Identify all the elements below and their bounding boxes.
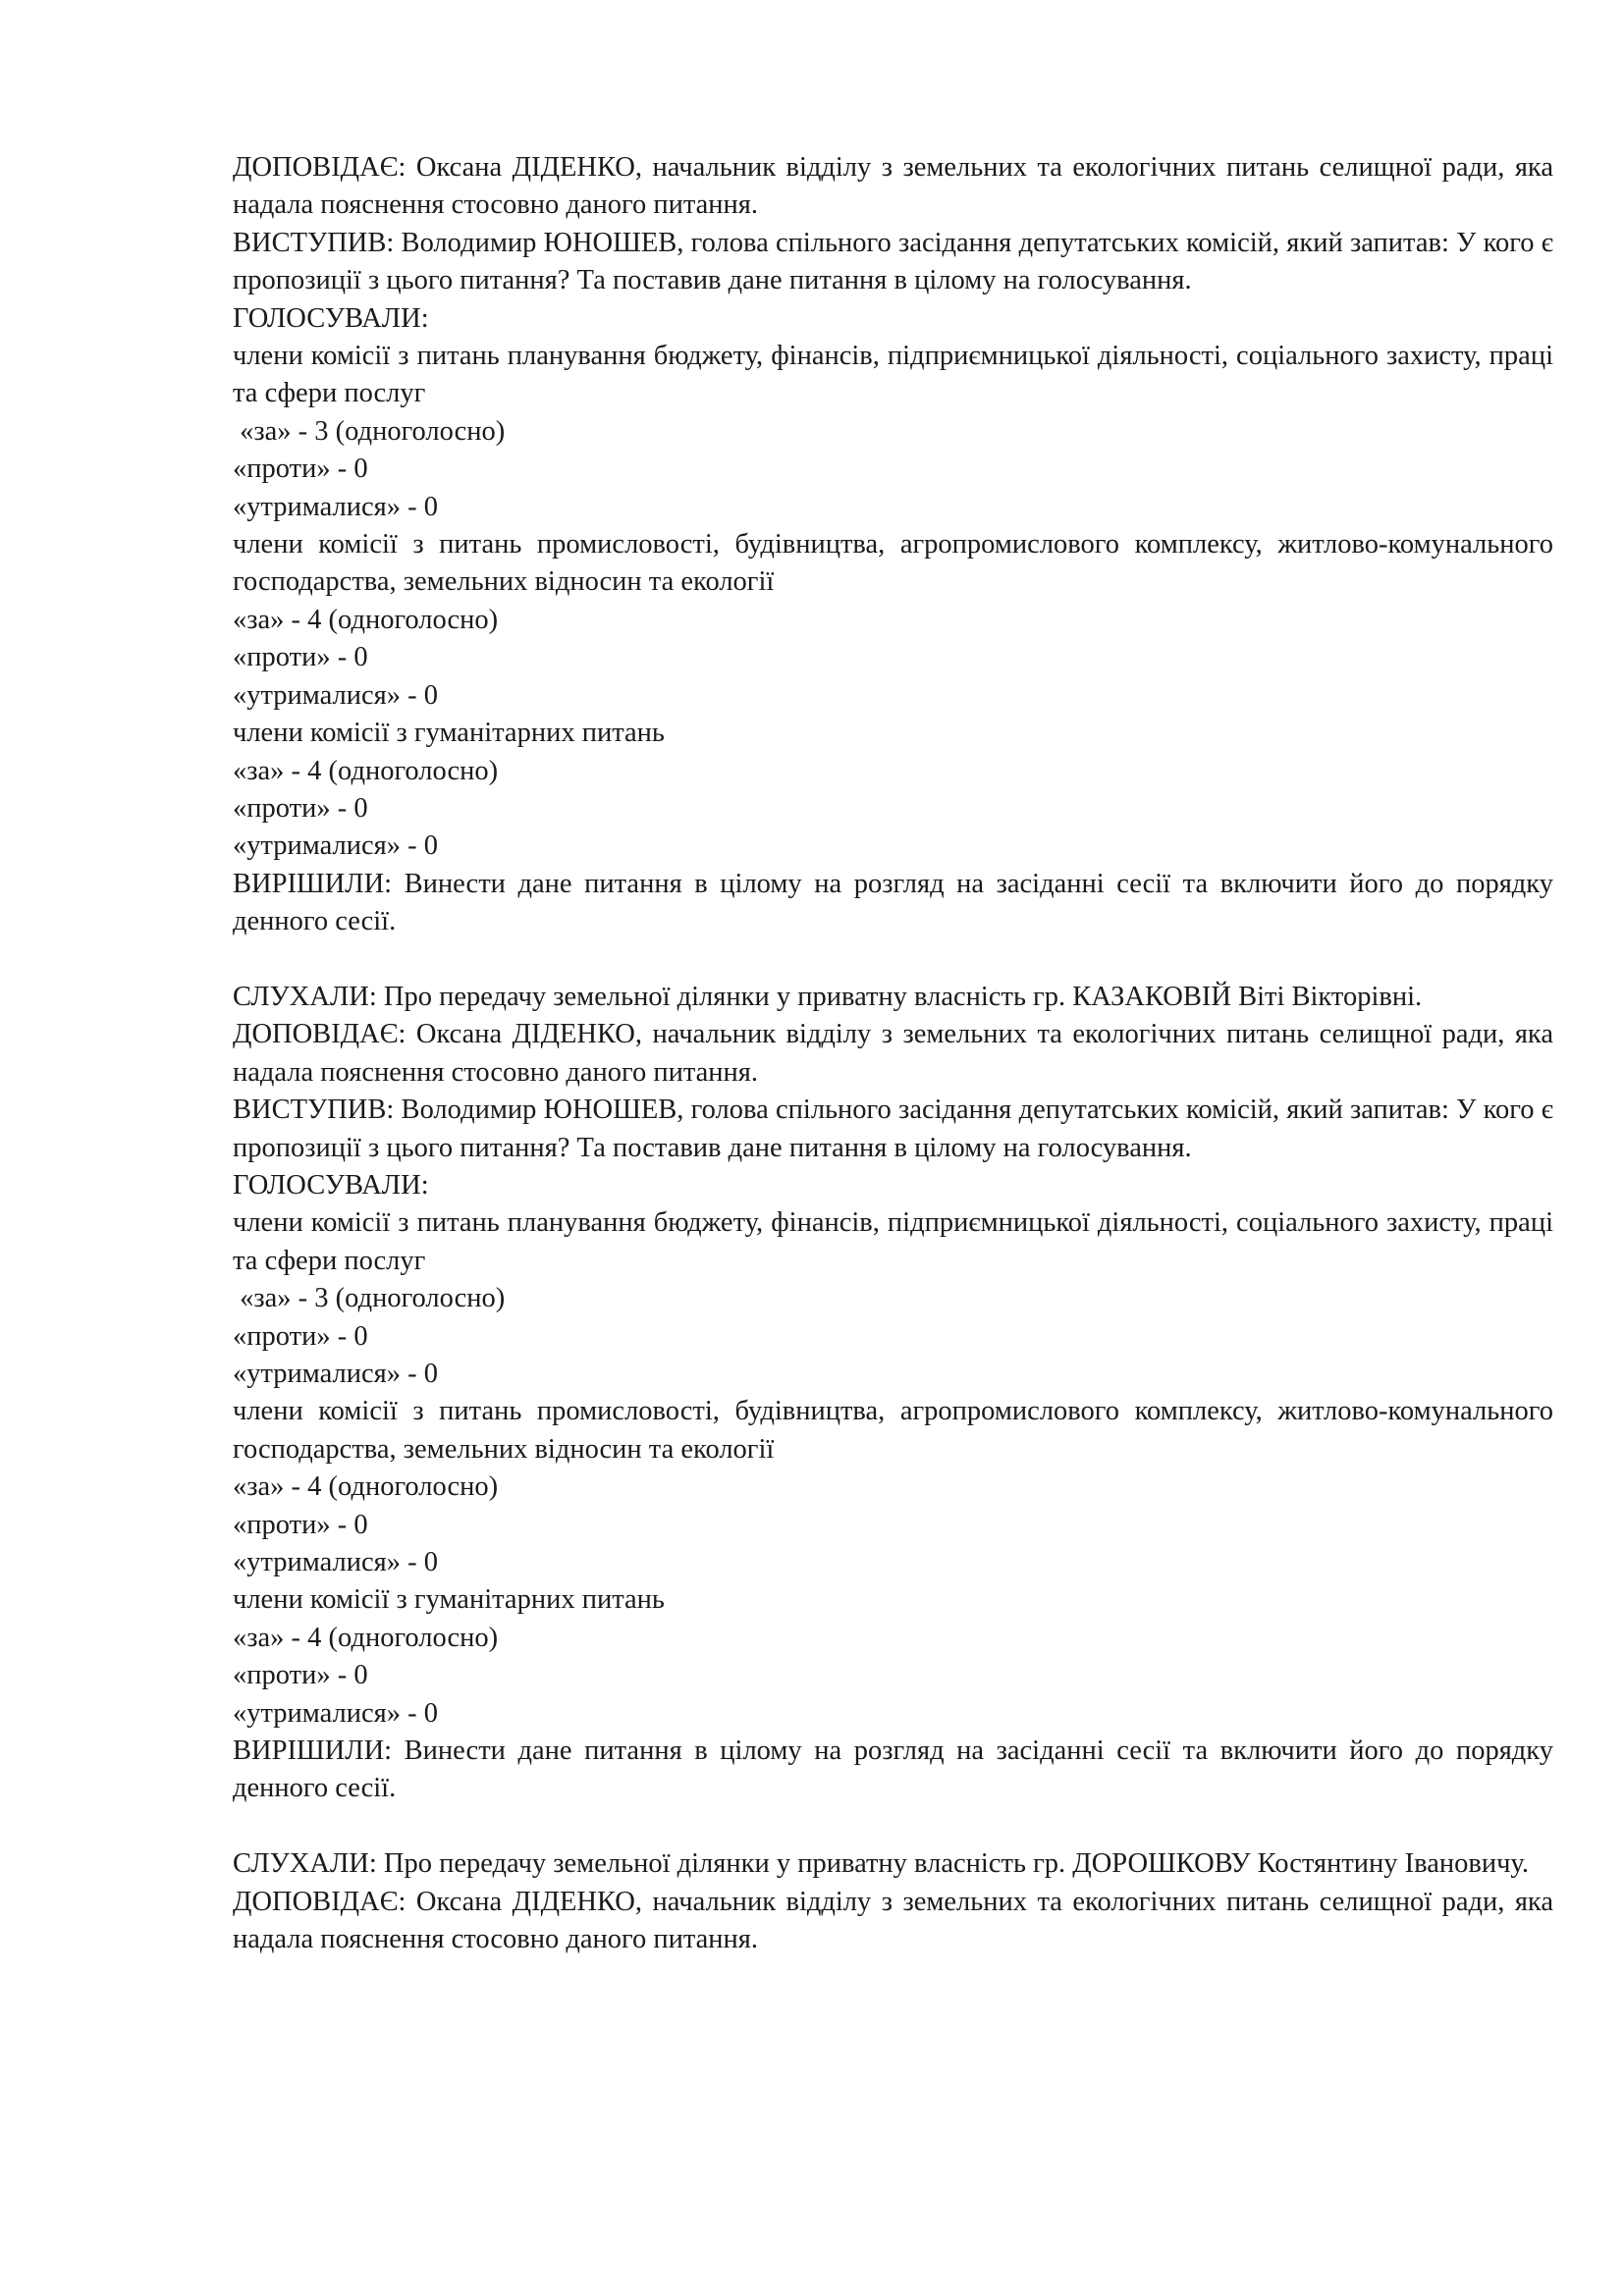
paragraph: ВИРІШИЛИ: Винести дане питання в цілому на розгляд на засіданні сесії та включити його до порядку денного сесії.	[233, 1735, 1553, 1804]
paragraph: члени комісії з гуманітарних питань	[233, 718, 665, 749]
paragraph-spacer	[233, 941, 1553, 979]
paragraph: «утрималися» - 0	[233, 830, 439, 862]
paragraph: «за» - 4 (одноголосно)	[233, 755, 499, 786]
paragraph: «проти» - 0	[233, 1509, 368, 1540]
paragraph: «утрималися» - 0	[233, 491, 439, 522]
paragraph: СЛУХАЛИ: Про передачу земельної ділянки у приватну власність гр. КАЗАКОВІЙ Віті Вікторівні.	[233, 981, 1423, 1012]
paragraph: ВИСТУПИВ: Володимир ЮНОШЕВ, голова спільного засідання депутатських комісій, який запитав: У кого є пропозиції з цього питання? Та поставив дане питання в цілому на голосування.	[233, 227, 1553, 296]
paragraph: «проти» - 0	[233, 642, 368, 673]
paragraph: «проти» - 0	[233, 1320, 368, 1352]
paragraph: «проти» - 0	[233, 792, 368, 824]
paragraph: «проти» - 0	[233, 1660, 368, 1691]
document-body	[233, 149, 1553, 1958]
paragraph: ДОПОВІДАЄ: Оксана ДІДЕНКО, начальник відділу з земельних та екологічних питань селищної ради, яка надала пояснення стосовно даного питання.	[233, 1886, 1553, 1955]
paragraph: «проти» - 0	[233, 454, 368, 485]
paragraph: члени комісії з питань промисловості, будівництва, агропромислового комплексу, житлово-комунального господарства, земельних відносин та екології	[233, 1396, 1553, 1465]
paragraph: «за» - 4 (одноголосно)	[233, 1471, 499, 1503]
paragraph: члени комісії з питань промисловості, будівництва, агропромислового комплексу, житлово-комунального господарства, земельних відносин та екології	[233, 529, 1553, 598]
paragraph: «за» - 4 (одноголосно)	[233, 1622, 499, 1653]
paragraph: ВИСТУПИВ: Володимир ЮНОШЕВ, голова спільного засідання депутатських комісій, який запитав: У кого є пропозиції з цього питання? Та поставив дане питання в цілому на голосування.	[233, 1095, 1553, 1163]
paragraph: ГОЛОСУВАЛИ:	[233, 1169, 429, 1201]
paragraph: ВИРІШИЛИ: Винести дане питання в цілому на розгляд на засіданні сесії та включити його до порядку денного сесії.	[233, 868, 1553, 937]
paragraph: члени комісії з питань планування бюджету, фінансів, підприємницької діяльності, соціального захисту, праці та сфери послуг	[233, 341, 1553, 409]
paragraph: «утрималися» - 0	[233, 1697, 439, 1729]
paragraph: ДОПОВІДАЄ: Оксана ДІДЕНКО, начальник відділу з земельних та екологічних питань селищної ради, яка надала пояснення стосовно даного питання.	[233, 152, 1553, 221]
paragraph: «за» - 3 (одноголосно)	[233, 1283, 506, 1314]
paragraph: члени комісії з питань планування бюджету, фінансів, підприємницької діяльності, соціального захисту, праці та сфери послуг	[233, 1207, 1553, 1276]
paragraph: ГОЛОСУВАЛИ:	[233, 302, 429, 334]
paragraph: «утрималися» - 0	[233, 1358, 439, 1389]
paragraph: «утрималися» - 0	[233, 679, 439, 711]
paragraph-spacer	[233, 1808, 1553, 1845]
paragraph: «за» - 4 (одноголосно)	[233, 604, 499, 635]
paragraph: «за» - 3 (одноголосно)	[233, 415, 506, 447]
paragraph: ДОПОВІДАЄ: Оксана ДІДЕНКО, начальник відділу з земельних та екологічних питань селищної ради, яка надала пояснення стосовно даного питання.	[233, 1019, 1553, 1088]
paragraph: члени комісії з гуманітарних питань	[233, 1584, 665, 1616]
paragraph: «утрималися» - 0	[233, 1547, 439, 1578]
paragraph: СЛУХАЛИ: Про передачу земельної ділянки у приватну власність гр. ДОРОШКОВУ Костянтину Івановичу.	[233, 1848, 1529, 1880]
